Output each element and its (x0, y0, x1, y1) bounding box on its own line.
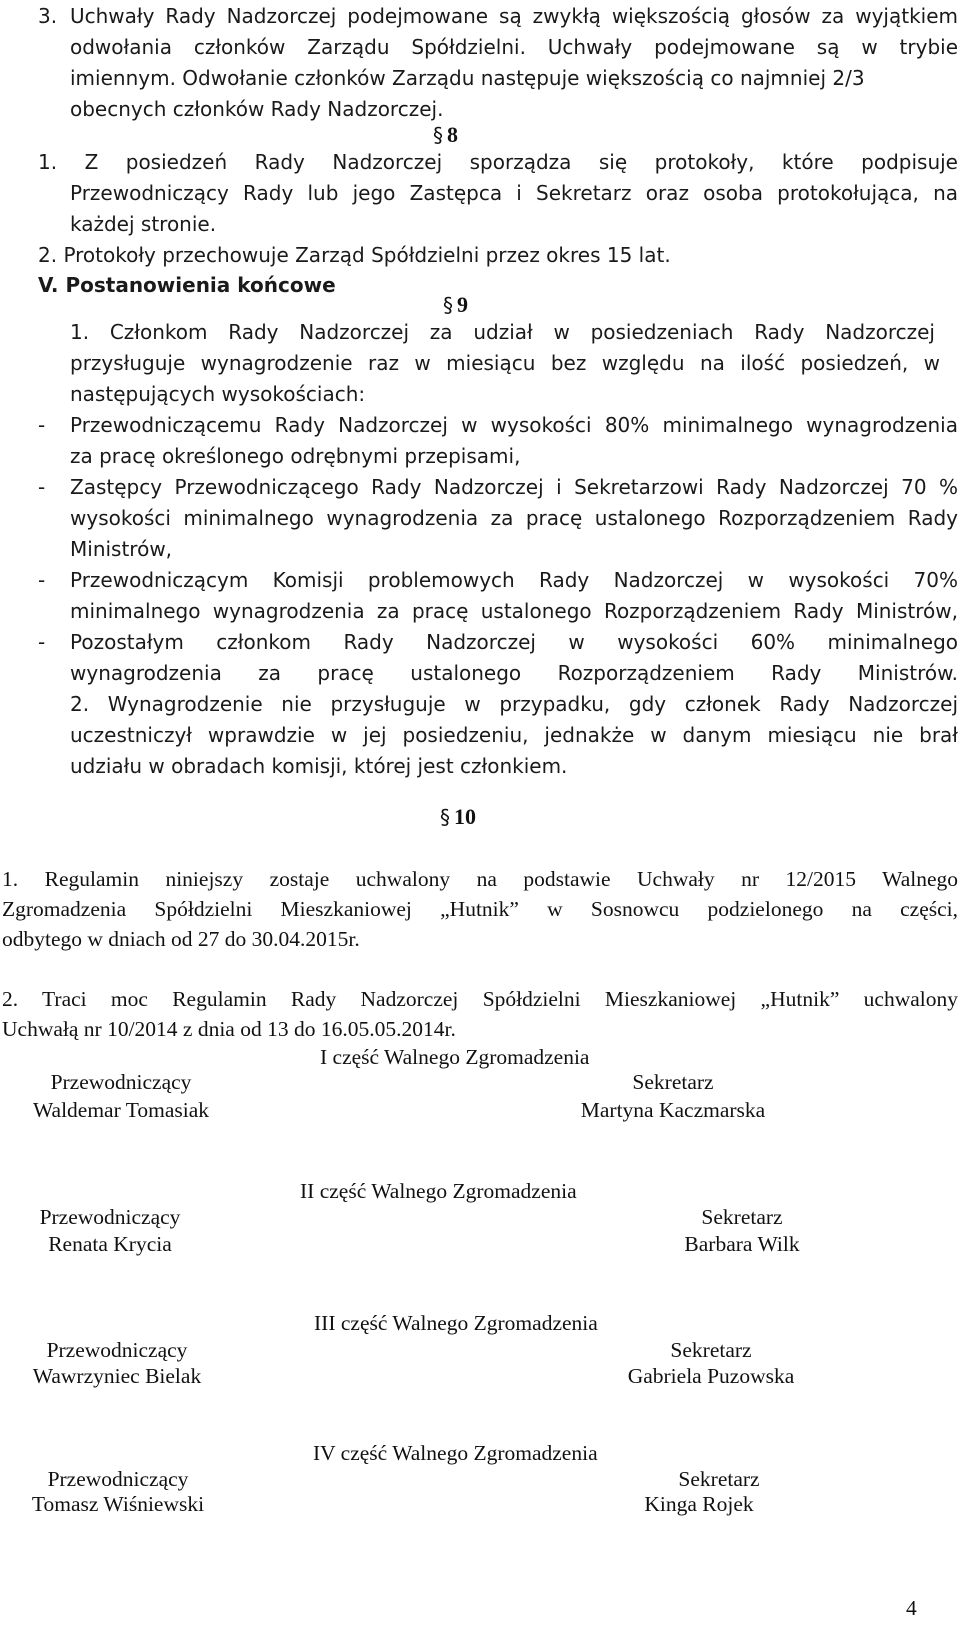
secretary-role: Sekretarz (632, 1070, 714, 1094)
list-item-line: Ministrów, (70, 537, 173, 561)
paragraph-line: imiennym. Odwołanie członków Zarządu następuje większością co najmniej 2/3 (70, 66, 865, 90)
paragraph-line: uczestniczył wprawdzie w jej posiedzeniu, jednakże w danym miesiącu nie brał (70, 723, 958, 747)
paragraph-line: przysługuje wynagrodzenie raz w miesiącu bez względu na ilość posiedzeń, w (70, 351, 940, 375)
paragraph-line: każdej stronie. (70, 212, 217, 236)
assembly-part-heading: IV część Walnego Zgromadzenia (313, 1441, 598, 1465)
paragraph-line: 2. Wynagrodzenie nie przysługuje w przypadku, gdy członek Rady Nadzorczej (70, 692, 958, 716)
section-sign: § (443, 293, 453, 317)
section-heading (440, 804, 476, 830)
secretary-role: Sekretarz (670, 1338, 752, 1362)
secretary-name: Barbara Wilk (684, 1232, 800, 1256)
secretary-name: Kinga Rojek (644, 1492, 754, 1516)
list-item-line: Zastępcy Przewodniczącego Rady Nadzorczej i Sekretarzowi Rady Nadzorczej 70 % (70, 475, 958, 499)
section-heading (433, 122, 458, 148)
list-item-line: wysokości minimalnego wynagrodzenia za pracę ustalonego Rozporządzeniem Rady (70, 506, 958, 530)
list-item-line: minimalnego wynagrodzenia za pracę ustalonego Rozporządzeniem Rady Ministrów, (70, 599, 958, 623)
paragraph-line: obecnych członków Rady Nadzorczej. (70, 97, 444, 121)
paragraph-line: 1. Regulamin niniejszy zostaje uchwalony na podstawie Uchwały nr 12/2015 Walnego (2, 867, 958, 891)
paragraph-line: Uchwałą nr 10/2014 z dnia od 13 do 16.05.05.2014r. (2, 1017, 456, 1041)
paragraph-line: 1. Członkom Rady Nadzorczej za udział w posiedzeniach Rady Nadzorczej (70, 320, 935, 344)
paragraph-line: 2. Traci moc Regulamin Rady Nadzorczej Spółdzielni Mieszkaniowej „Hutnik” uchwalony (2, 987, 958, 1011)
paragraph-line: Zgromadzenia Spółdzielni Mieszkaniowej „Hutnik” w Sosnowcu podzielonego na części, (2, 897, 958, 921)
section-heading (443, 292, 468, 318)
list-dash: - (38, 475, 46, 499)
section-number: 9 (457, 292, 468, 317)
list-dash: - (38, 413, 46, 437)
list-item-line: Przewodniczącym Komisji problemowych Rady Nadzorczej w wysokości 70% (70, 568, 958, 592)
list-item-line: Przewodniczącemu Rady Nadzorczej w wysokości 80% minimalnego wynagrodzenia (70, 413, 958, 437)
chair-role: Przewodniczący (39, 1205, 181, 1229)
assembly-part-heading: I część Walnego Zgromadzenia (320, 1045, 590, 1069)
paragraph-line: Przewodniczący Rady lub jego Zastępca i Sekretarz oraz osoba protokołująca, na (70, 181, 958, 205)
section-number: 8 (447, 122, 458, 147)
chair-name: Renata Krycia (48, 1232, 172, 1256)
secretary-name: Martyna Kaczmarska (580, 1098, 766, 1122)
paragraph-line: następujących wysokościach: (70, 382, 366, 406)
secretary-name: Gabriela Puzowska (627, 1364, 795, 1388)
chapter-heading: V. Postanowienia końcowe (38, 273, 336, 297)
chair-role: Przewodniczący (46, 1338, 188, 1362)
item-number: 3. (38, 4, 58, 28)
assembly-part-heading: II część Walnego Zgromadzenia (300, 1179, 577, 1203)
secretary-role: Sekretarz (678, 1467, 760, 1491)
chair-name: Tomasz Wiśniewski (31, 1492, 205, 1516)
paragraph-line: 2. Protokoły przechowuje Zarząd Spółdzielni przez okres 15 lat. (38, 243, 671, 267)
section-sign: § (433, 123, 443, 147)
paragraph-line: odbytego w dniach od 27 do 30.04.2015r. (2, 927, 360, 951)
list-item-line: Pozostałym członkom Rady Nadzorczej w wysokości 60% minimalnego (70, 630, 958, 654)
paragraph-line: odwołania członków Zarządu Spółdzielni. Uchwały podejmowane są w trybie (70, 35, 958, 59)
paragraph-line: Uchwały Rady Nadzorczej podejmowane są zwykłą większością głosów za wyjątkiem (70, 4, 958, 28)
list-item-line: wynagrodzenia za pracę ustalonego Rozporządzeniem Rady Ministrów. (70, 661, 958, 685)
secretary-role: Sekretarz (701, 1205, 783, 1229)
list-dash: - (38, 630, 46, 654)
paragraph-line: 1. Z posiedzeń Rady Nadzorczej sporządza się protokoły, które podpisuje (38, 150, 958, 174)
chair-name: Waldemar Tomasiak (32, 1098, 210, 1122)
list-item-line: za pracę określonego odrębnymi przepisami, (70, 444, 521, 468)
assembly-part-heading: III część Walnego Zgromadzenia (314, 1311, 598, 1335)
paragraph-line: udziału w obradach komisji, której jest członkiem. (70, 754, 568, 778)
page-number: 4 (906, 1596, 917, 1620)
chair-role: Przewodniczący (47, 1467, 189, 1491)
chair-name: Wawrzyniec Bielak (32, 1364, 202, 1388)
section-number: 10 (454, 804, 476, 829)
chair-role: Przewodniczący (50, 1070, 192, 1094)
list-dash: - (38, 568, 46, 592)
section-sign: § (440, 805, 450, 829)
